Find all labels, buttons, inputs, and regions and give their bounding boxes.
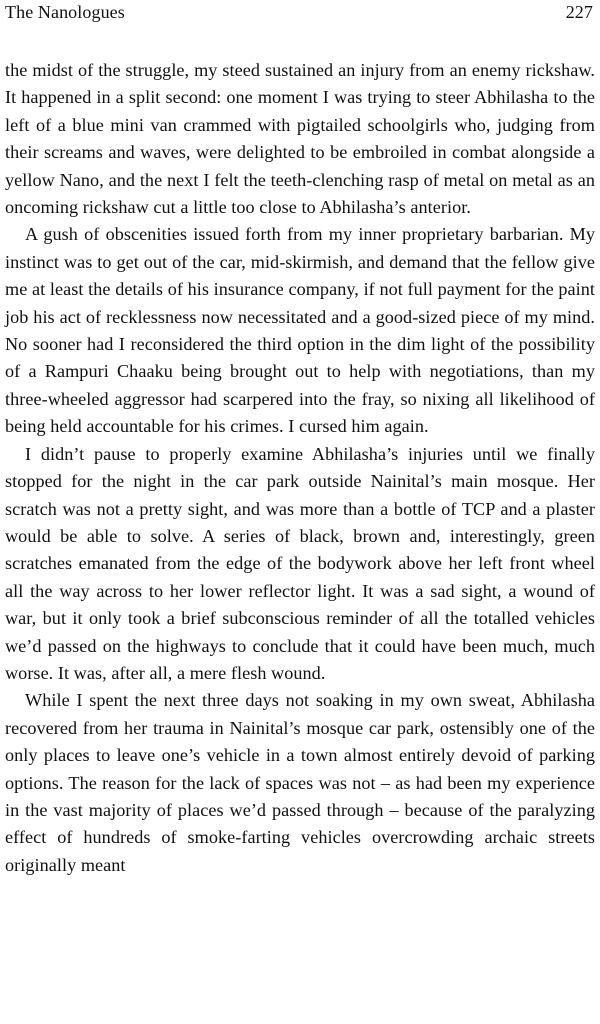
book-title: The Nanologues	[5, 2, 125, 22]
body-text	[5, 57, 595, 879]
page-number: 227	[565, 2, 593, 22]
paragraph-continued: the midst of the struggle, my steed sustained an injury from an enemy rickshaw. It happened in a split second: one moment I was trying to steer Abhilasha to the left of a blue mini van crammed with pigtailed schoolgirls who, judging from their screams and waves, were delighted to be embroiled in combat alongside a yellow Nano, and the next I felt the teeth-clenching rasp of metal on metal as an oncoming rickshaw cut a little too close to Abhilasha’s anterior.	[5, 60, 595, 218]
running-head	[5, 2, 593, 24]
paragraph: While I spent the next three days not soaking in my own sweat, Abhilasha recovered from her trauma in Nainital’s mosque car park, ostensibly one of the only places to leave one’s vehicle in a town almost entirely devoid of parking options. The reason for the lack of spaces was not – as had been my experience in the vast majority of places we’d passed through – because of the paralyzing effect of hundreds of smoke-farting vehicles overcrowding archaic streets originally meant	[5, 690, 595, 875]
paragraph: I didn’t pause to properly examine Abhilasha’s injuries until we finally stopped for the night in the car park outside Nainital’s main mosque. Her scratch was not a pretty sight, and was more than a bottle of TCP and a plaster would be able to solve. A series of black, brown and, interestingly, green scratches emanated from the edge of the bodywork above her left front wheel all the way across to her lower reflector light. It was a sad sight, a wound of war, but it only took a brief subconscious reminder of all the totalled vehicles we’d passed on the highways to conclude that it could have been much, much worse. It was, after all, a mere flesh wound.	[5, 443, 595, 683]
paragraph: A gush of obscenities issued forth from my inner proprietary barbarian. My instinct was to get out of the car, mid-skirmish, and demand that the fellow give me at least the details of his insurance company, if not full payment for the paint job his act of recklessness now necessitated and a good-sized piece of my mind. No sooner had I reconsidered the third option in the dim light of the possibility of a Rampuri Chaaku being brought out to help with negotiations, than my three-wheeled aggressor had scarpered into the fray, so nixing all likelihood of being held accountable for his crimes. I cursed him again.	[5, 224, 595, 437]
